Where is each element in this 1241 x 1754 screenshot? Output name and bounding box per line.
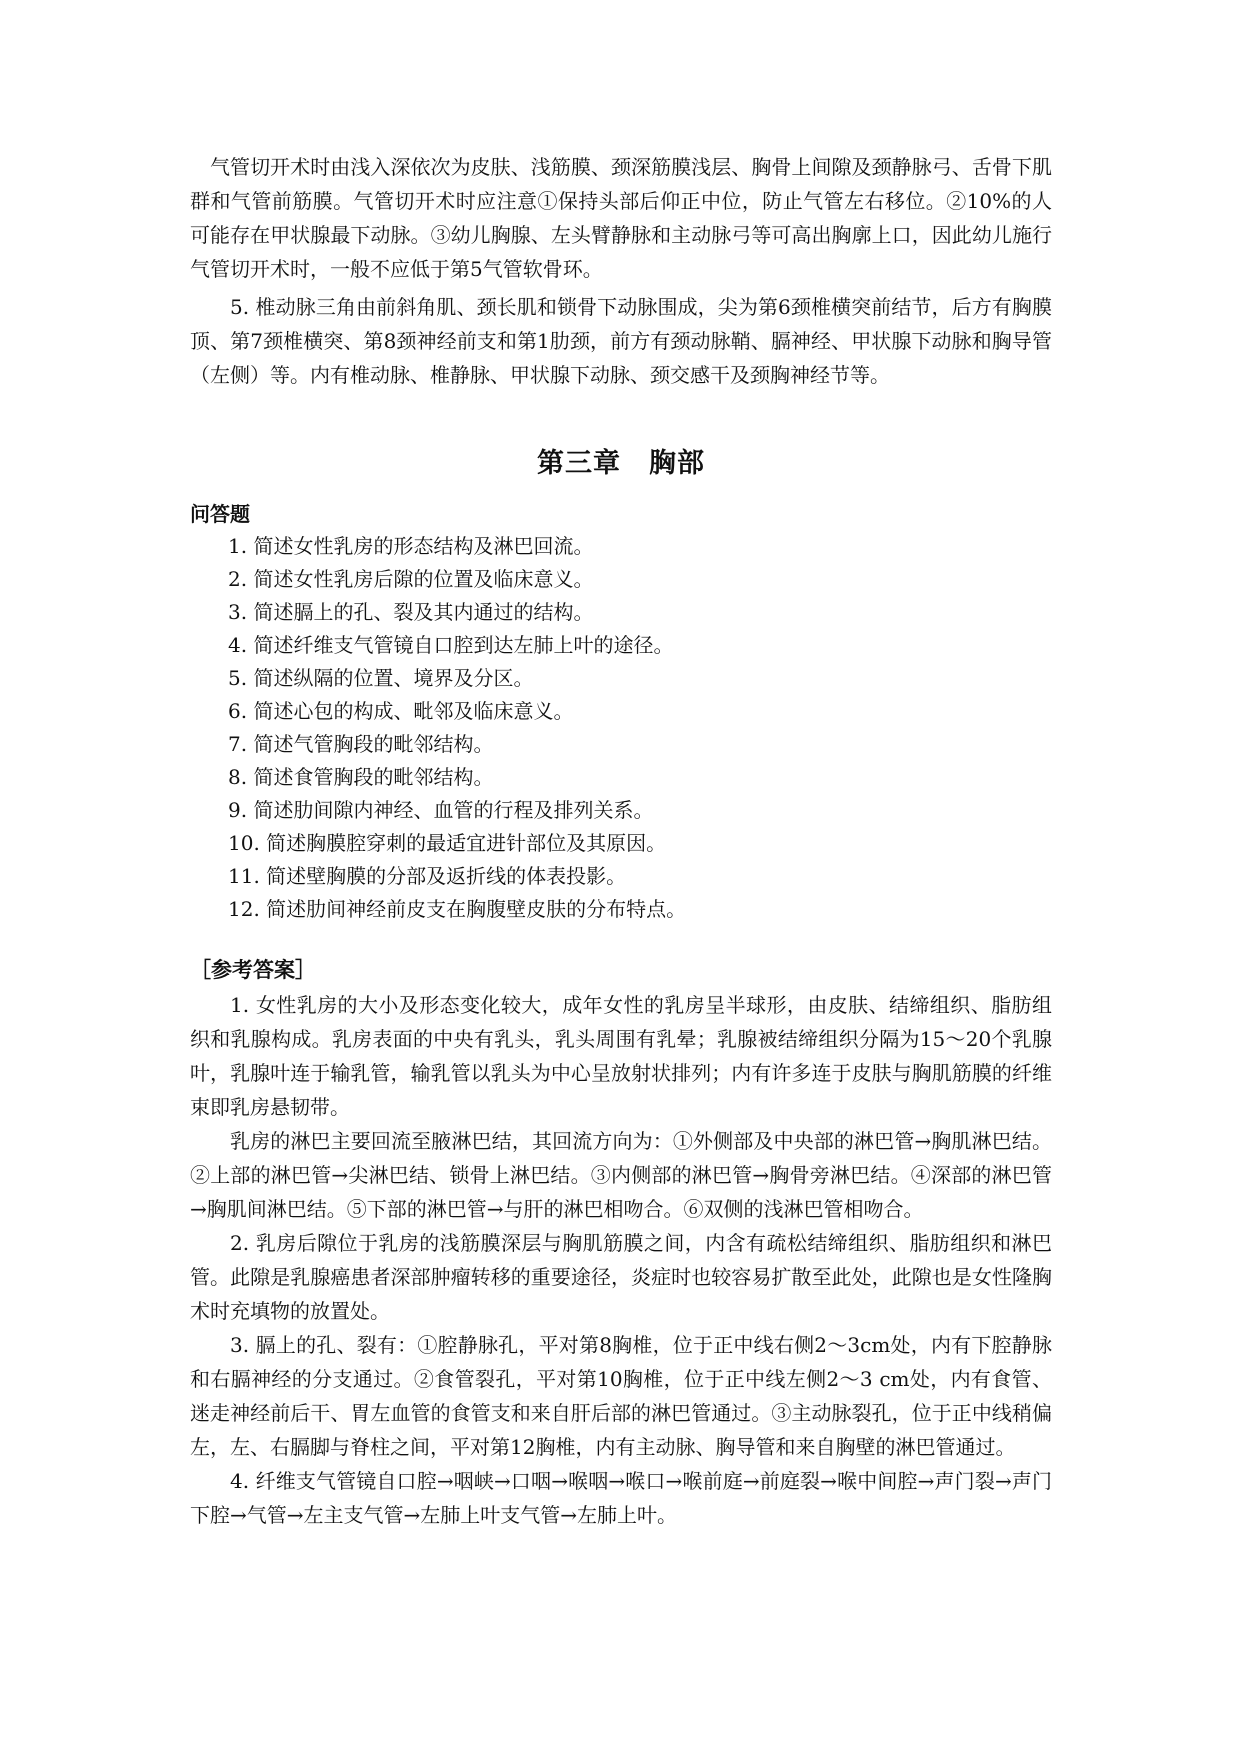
- answer-paragraph-4: 3. 膈上的孔、裂有：①腔静脉孔，平对第8胸椎，位于正中线右侧2～3cm处，内有下腔静脉和右膈神经的分支通过。②食管裂孔，平对第10胸椎，位于正中线左侧2～3 cm处，内有食管、迷走神经前后干、胃左血管的食管支和来自肝后部的淋巴管通过。③主动脉裂孔，位于正中线稍偏左，左、右膈脚与脊柱之间，平对第12胸椎，内有主动脉、胸导管和来自胸壁的淋巴管通过。: [190, 1333, 1052, 1459]
- question-item-1: 1. 简述女性乳房的形态结构及淋巴回流。: [228, 534, 594, 558]
- questions-heading: 问答题: [190, 502, 250, 526]
- question-item-9: 9. 简述肋间隙内神经、血管的行程及排列关系。: [228, 798, 654, 822]
- question-item-3: 3. 简述膈上的孔、裂及其内通过的结构。: [228, 600, 594, 624]
- intro-paragraph-2: 5. 椎动脉三角由前斜角肌、颈长肌和锁骨下动脉围成，尖为第6颈椎横突前结节，后方有胸膜顶、第7颈椎横突、第8颈神经前支和第1肋颈，前方有颈动脉鞘、膈神经、甲状腺下动脉和胸导管（左侧）等。内有椎动脉、椎静脉、甲状腺下动脉、颈交感干及颈胸神经节等。: [190, 295, 1052, 387]
- question-item-7: 7. 简述气管胸段的毗邻结构。: [228, 732, 494, 756]
- question-item-6: 6. 简述心包的构成、毗邻及临床意义。: [228, 699, 574, 723]
- answer-paragraph-5: 4. 纤维支气管镜自口腔→咽峡→口咽→喉咽→喉口→喉前庭→前庭裂→喉中间腔→声门裂→声门下腔→气管→左主支气管→左肺上叶支气管→左肺上叶。: [190, 1469, 1052, 1527]
- document-page: [190, 150, 1052, 1532]
- intro-paragraph-1: 气管切开术时由浅入深依次为皮肤、浅筋膜、颈深筋膜浅层、胸骨上间隙及颈静脉弓、舌骨下肌群和气管前筋膜。气管切开术时应注意①保持头部后仰正中位，防止气管左右移位。②10%的人可能存在甲状腺最下动脉。③幼儿胸腺、左头臂静脉和主动脉弓等可高出胸廓上口，因此幼儿施行气管切开术时，一般不应低于第5气管软骨环。: [190, 155, 1052, 281]
- question-item-10: 10. 简述胸膜腔穿刺的最适宜进针部位及其原因。: [228, 831, 667, 855]
- question-item-4: 4. 简述纤维支气管镜自口腔到达左肺上叶的途径。: [228, 633, 674, 657]
- question-list: [190, 530, 1052, 926]
- answers-heading: ［参考答案］: [190, 958, 316, 982]
- question-item-2: 2. 简述女性乳房后隙的位置及临床意义。: [228, 567, 594, 591]
- answer-paragraph-3: 2. 乳房后隙位于乳房的浅筋膜深层与胸肌筋膜之间，内含有疏松结缔组织、脂肪组织和淋巴管。此隙是乳腺癌患者深部肿瘤转移的重要途径，炎症时也较容易扩散至此处，此隙也是女性隆胸术时充填物的放置处。: [190, 1231, 1052, 1323]
- answer-paragraph-1: 1. 女性乳房的大小及形态变化较大，成年女性的乳房呈半球形，由皮肤、结缔组织、脂肪组织和乳腺构成。乳房表面的中央有乳头，乳头周围有乳晕；乳腺被结缔组织分隔为15～20个乳腺叶，乳腺叶连于输乳管，输乳管以乳头为中心呈放射状排列；内有许多连于皮肤与胸肌筋膜的纤维束即乳房悬韧带。: [190, 993, 1052, 1119]
- chapter-title: 第三章 胸部: [537, 448, 705, 479]
- question-item-8: 8. 简述食管胸段的毗邻结构。: [228, 765, 494, 789]
- question-item-12: 12. 简述肋间神经前皮支在胸腹壁皮肤的分布特点。: [228, 897, 687, 921]
- question-item-11: 11. 简述壁胸膜的分部及返折线的体表投影。: [228, 864, 627, 888]
- answer-paragraph-2: 乳房的淋巴主要回流至腋淋巴结，其回流方向为：①外侧部及中央部的淋巴管→胸肌淋巴结。②上部的淋巴管→尖淋巴结、锁骨上淋巴结。③内侧部的淋巴管→胸骨旁淋巴结。④深部的淋巴管→胸肌间淋巴结。⑤下部的淋巴管→与肝的淋巴相吻合。⑥双侧的浅淋巴管相吻合。: [190, 1129, 1052, 1221]
- question-item-5: 5. 简述纵隔的位置、境界及分区。: [228, 666, 534, 690]
